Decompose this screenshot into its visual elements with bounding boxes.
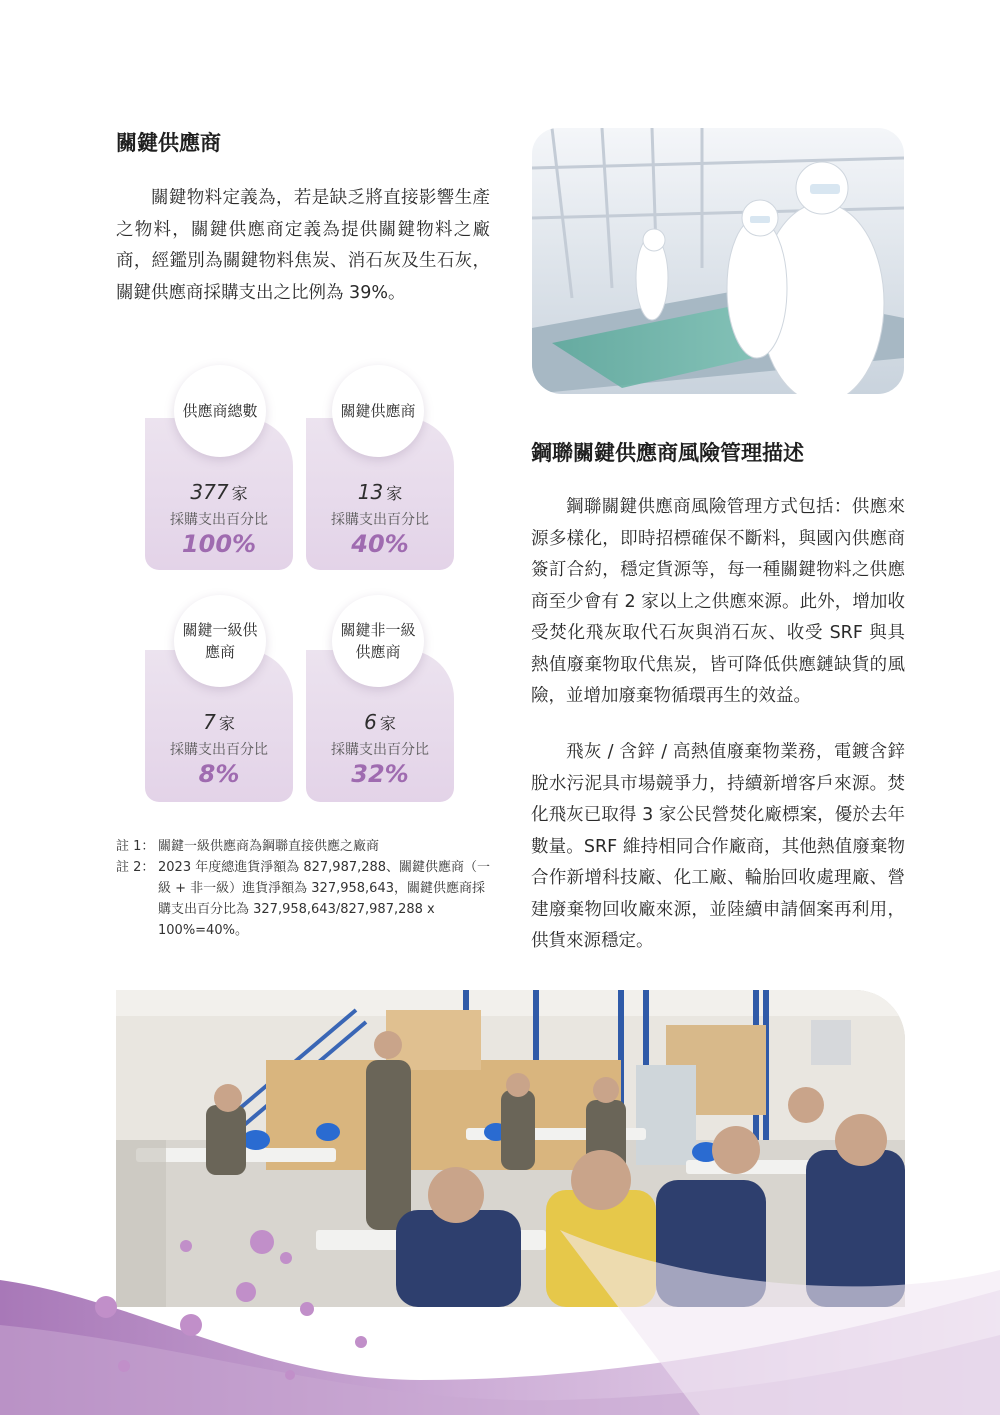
- dot: [285, 1370, 295, 1380]
- cleanroom-photo: [532, 128, 904, 394]
- dot: [300, 1302, 314, 1316]
- stat-count-unit: 家: [218, 714, 235, 733]
- dot: [236, 1282, 256, 1302]
- stat-count-unit: 家: [379, 714, 396, 733]
- stat-percent: 32%: [351, 760, 409, 788]
- key-suppliers-title: 關鍵供應商: [116, 131, 221, 155]
- dot: [180, 1240, 192, 1252]
- stat-count-non-tier1: [306, 710, 454, 734]
- stat-count-tier1: [145, 710, 293, 734]
- stat-circle-tier1: [174, 595, 266, 687]
- note-text: 2023 年度總進貨淨額為 827,987,288、關鍵供應商（一級 + 非一級）進貨淨額為 327,958,643，關鍵供應商採購支出百分比為 327,958,643/827,987,288 x 100%=40%。: [158, 860, 491, 938]
- stat-name: 關鍵非一級供應商: [340, 621, 416, 661]
- stat-circle-total: [174, 365, 266, 457]
- key-suppliers-paragraph: 關鍵物料定義為，若是缺乏將直接影響生產之物料，關鍵供應商定義為提供關鍵物料之廠商，經鑑別為關鍵物料焦炭、消石灰及生石灰，關鍵供應商採購支出之比例為 39%。: [116, 188, 490, 303]
- stat-label: 採購支出百分比: [331, 512, 429, 528]
- stat-name: 供應商總數: [182, 402, 258, 420]
- risk-paragraph-2: 飛灰 / 含鋅 / 高熱值廢棄物業務，電鍍含鋅脫水污泥具市場競爭力，持續新增客戶來源。焚化飛灰已取得 3 家公民營焚化廠標案，優於去年數量。SRF 維持相同合作廠商，其他熱值廢棄物合作新增科技廠、化工廠、輪胎回收處理廠、營建廢棄物回收廠來源，並陸續申請個案再利用，供貨來源穩定。: [531, 742, 905, 951]
- note-label: 註 2：: [116, 860, 155, 875]
- stat-count-unit: 家: [231, 484, 248, 503]
- decorative-wave: [0, 1230, 1000, 1415]
- stat-circle-non-tier1: [332, 595, 424, 687]
- dot: [280, 1252, 292, 1264]
- note-text: 關鍵一級供應商為鋼聯直接供應之廠商: [158, 839, 380, 854]
- stat-percent: 8%: [198, 760, 240, 788]
- note-2: [116, 857, 492, 941]
- dot: [95, 1296, 117, 1318]
- cleanroom-illustration: [532, 128, 904, 394]
- stat-count-value: 377: [190, 480, 229, 504]
- notes: [116, 836, 492, 941]
- risk-title: 鋼聯關鍵供應商風險管理描述: [531, 441, 804, 465]
- stat-count-key: [306, 480, 454, 504]
- note-1: [116, 836, 492, 857]
- dot: [250, 1230, 274, 1254]
- stat-count-unit: 家: [386, 484, 403, 503]
- note-label: 註 1：: [116, 839, 155, 854]
- stat-label: 採購支出百分比: [331, 742, 429, 758]
- dot: [180, 1314, 202, 1336]
- stat-label: 採購支出百分比: [170, 742, 268, 758]
- stat-percent: 40%: [351, 530, 409, 558]
- dot: [118, 1360, 130, 1372]
- stat-name: 關鍵供應商: [340, 402, 416, 420]
- stat-percent: 100%: [181, 530, 257, 558]
- dot: [355, 1336, 367, 1348]
- stat-count-total: [145, 480, 293, 504]
- stat-name: 關鍵一級供應商: [182, 621, 258, 661]
- stat-circle-key: [332, 365, 424, 457]
- stat-count-value: 6: [364, 710, 377, 734]
- stat-count-value: 7: [203, 710, 216, 734]
- stat-count-value: 13: [357, 480, 384, 504]
- risk-paragraph-1: 鋼聯關鍵供應商風險管理方式包括：供應來源多樣化，即時招標確保不斷料，與國內供應商簽訂合約，穩定貨源等，每一種關鍵物料之供應商至少會有 2 家以上之供應來源。此外，增加收受焚化飛灰取代石灰與消石灰、收受 SRF 與具熱值廢棄物取代焦炭，皆可降低供應鏈缺貨的風險，並增加廢棄物循環再生的效益。: [531, 497, 905, 706]
- stat-label: 採購支出百分比: [170, 512, 268, 528]
